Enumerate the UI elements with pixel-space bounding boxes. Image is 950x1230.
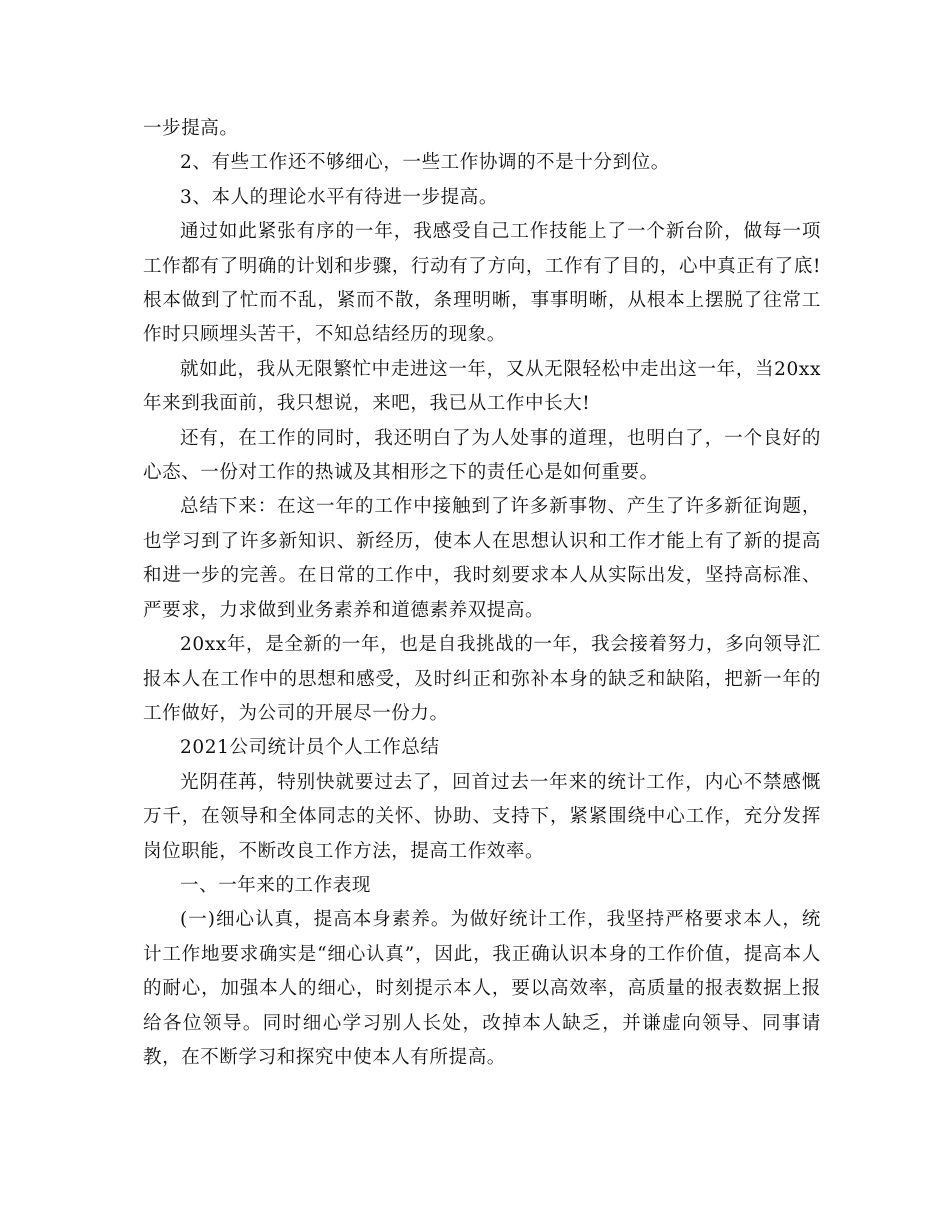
- paragraph: 光阴荏苒，特别快就要过去了，回首过去一年来的统计工作，内心不禁感慨万千，在领导和全体同志的关怀、协助、支持下，紧紧围绕中心工作，充分发挥岗位职能，不断改良工作方法，提高工作效率。: [143, 771, 821, 862]
- section-title: 2021公司统计员个人工作总结: [180, 737, 440, 759]
- paragraph: 3、本人的理论水平有待进一步提高。: [180, 186, 498, 208]
- section-heading: 一、一年来的工作表现: [180, 874, 372, 896]
- paragraph: 就如此，我从无限繁忙中走进这一年，又从无限轻松中走出这一年，当20xx年来到我面前，我只想说，来吧，我已从工作中长大!: [143, 358, 821, 415]
- paragraph: 20xx年，是全新的一年，也是自我挑战的一年，我会接着努力，多向领导汇报本人在工作中的思想和感受，及时纠正和弥补本身的缺乏和缺陷，把新一年的工作做好，为公司的开展尽一份力。: [143, 634, 821, 724]
- paragraph: 一步提高。: [143, 118, 239, 139]
- paragraph: (一)细心认真，提高本身素养。为做好统计工作，我坚持严格要求本人，统计工作地要求确实是“细心认真”，因此，我正确认识本身的工作价值，提高本人的耐心，加强本人的细心，时刻提示本人，要以高效率，高质量的报表数据上报给各位领导。同时细心学习别人长处，改掉本人缺乏，并谦虚向领导、同事请教，在不断学习和探究中使本人有所提高。: [143, 909, 821, 1068]
- paragraph: 总结下来：在这一年的工作中接触到了许多新事物、产生了许多新征询题，也学习到了许多新知识、新经历，使本人在思想认识和工作才能上有了新的提高和进一步的完善。在日常的工作中，我时刻要求本人从实际出发，坚持高标准、严要求，力求做到业务素养和道德素养双提高。: [143, 496, 821, 621]
- document-body: [143, 112, 821, 1075]
- paragraph: 通过如此紧张有序的一年，我感受自己工作技能上了一个新台阶，做每一项工作都有了明确的计划和步骤，行动有了方向，工作有了目的，心中真正有了底!根本做到了忙而不乱，紧而不散，条理明晰，事事明晰，从根本上摆脱了往常工作时只顾埋头苦干，不知总结经历的现象。: [143, 221, 821, 346]
- paragraph: 还有，在工作的同时，我还明白了为人处事的道理，也明白了，一个良好的心态、一份对工作的热诚及其相形之下的责任心是如何重要。: [143, 427, 821, 484]
- paragraph: 2、有些工作还不够细心，一些工作协调的不是十分到位。: [180, 152, 670, 174]
